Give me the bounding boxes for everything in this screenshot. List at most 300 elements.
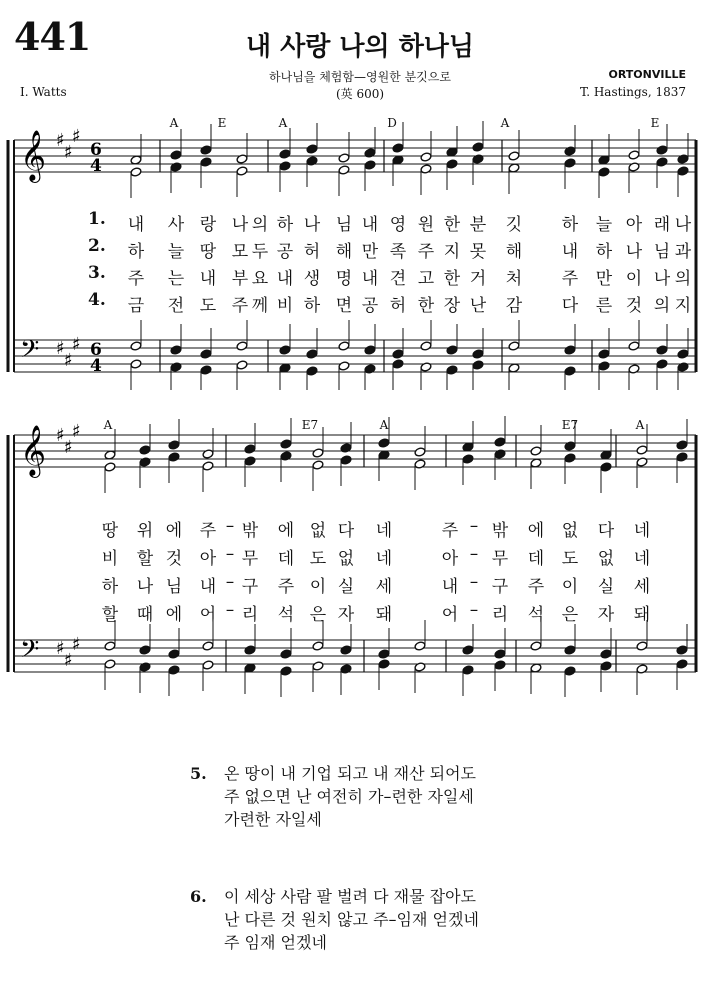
key-signature-sharp: ♯: [64, 437, 73, 458]
bass-note: [446, 365, 458, 375]
bass-note: [202, 660, 214, 670]
lyric-syllable: 내: [441, 577, 459, 597]
alto-note: [564, 158, 576, 168]
alto-note: [364, 160, 376, 170]
soprano-note: [392, 143, 404, 153]
bass-note: [280, 666, 292, 676]
tenor-note: [244, 645, 256, 655]
soprano-note: [202, 449, 214, 459]
chord-symbol: E: [217, 116, 227, 130]
hymn-subtitle: 하나님을 체험함—영원한 분깃으로: [269, 70, 451, 84]
chord-symbol: E7: [301, 418, 319, 432]
chord-symbol: D: [387, 116, 397, 130]
chord-symbol: E7: [561, 418, 579, 432]
lyric-syllable: 내: [361, 215, 379, 235]
lyric-syllable: 네: [375, 549, 393, 569]
key-signature-sharp: ♯: [72, 126, 81, 147]
lyric-syllable: 세: [633, 577, 651, 597]
lyric-syllable: 님: [335, 215, 353, 235]
lyric-syllable: 지: [674, 296, 692, 316]
lyric-syllable: 땅: [101, 521, 119, 541]
bass-clef-icon: 𝄢: [20, 335, 40, 370]
key-signature-sharp: ♯: [72, 334, 81, 355]
key-signature-sharp: ♯: [64, 142, 73, 163]
bass-note: [364, 364, 376, 374]
tenor-note: [202, 641, 214, 651]
lyric-syllable: 허: [303, 242, 321, 262]
lyric-syllable: 님: [653, 242, 671, 262]
lyric-syllable: 금: [127, 296, 145, 316]
lyric-syllable: 하: [561, 215, 579, 235]
tenor-note: [139, 645, 151, 655]
lyric-syllable: –: [225, 544, 235, 564]
tenor-note: [564, 345, 576, 355]
lyric-syllable: 리: [491, 605, 509, 625]
lyric-syllable: 에: [277, 521, 295, 541]
lyric-syllable: 데: [527, 549, 545, 569]
composer: T. Hastings, 1837: [579, 85, 686, 99]
soprano-note: [564, 441, 576, 451]
lyric-syllable: –: [469, 600, 479, 620]
bass-note: [200, 365, 212, 375]
key-signature-sharp: ♯: [56, 338, 65, 359]
bass-note: [628, 364, 640, 374]
lyric-syllable: 늘: [595, 215, 613, 235]
lyric-syllable: 공: [361, 296, 379, 316]
alto-note: [677, 166, 689, 176]
bass-note: [104, 659, 116, 669]
key-signature-sharp: ♯: [56, 130, 65, 151]
tenor-note: [600, 649, 612, 659]
lyric-syllable: 도: [199, 296, 217, 316]
lyricist: I. Watts: [20, 85, 67, 99]
chord-symbol: A: [635, 418, 645, 432]
chord-symbol: A: [103, 418, 113, 432]
lyric-syllable: 어: [441, 605, 459, 625]
bass-note: [139, 662, 151, 672]
lyric-line-verse-4: [0, 600, 720, 624]
key-signature-sharp: ♯: [56, 638, 65, 659]
treble-clef-icon: 𝄞: [20, 425, 47, 476]
verse-5-line: 주 없으면 난 여전히 가–련한 자일세: [224, 787, 474, 806]
lyric-syllable: 내: [276, 269, 294, 289]
bass-note: [656, 359, 668, 369]
lyric-syllable: 두: [251, 242, 269, 262]
verse-6-line: 주 임재 얻겠네: [224, 933, 327, 952]
lyric-syllable: 고: [417, 269, 435, 289]
lyric-syllable: 실: [597, 577, 615, 597]
bass-note: [378, 659, 390, 669]
lyric-syllable: 이: [561, 577, 579, 597]
lyric-line-verse-3: [0, 572, 720, 596]
lyric-syllable: 구: [491, 577, 509, 597]
chord-symbol: A: [379, 418, 389, 432]
lyric-syllable: 모: [231, 242, 249, 262]
lyric-syllable: 장: [443, 296, 461, 316]
lyric-syllable: 과: [674, 242, 692, 262]
lyric-syllable: 는: [167, 269, 185, 289]
lyric-syllable: 실: [337, 577, 355, 597]
tenor-note: [494, 649, 506, 659]
lyric-syllable: 나: [625, 242, 643, 262]
lyric-syllable: 주: [417, 242, 435, 262]
alto-note: [598, 167, 610, 177]
time-sig-treble: 6: [90, 140, 102, 160]
lyric-syllable: 것: [165, 549, 183, 569]
key-signature-sharp: ♯: [64, 350, 73, 371]
alto-note: [200, 157, 212, 167]
lyric-syllable: 주: [199, 521, 217, 541]
lyric-syllable: 땅: [199, 242, 217, 262]
lyric-syllable: 은: [561, 605, 579, 625]
bass-note: [414, 662, 426, 672]
soprano-note: [494, 437, 506, 447]
alto-note: [676, 452, 688, 462]
alto-note: [139, 457, 151, 467]
lyric-syllable: 주: [527, 577, 545, 597]
soprano-note: [378, 438, 390, 448]
verse-6-line: 난 다른 것 원치 않고 주–임재 얻겠네: [224, 910, 479, 929]
lyric-syllable: 깃: [505, 215, 523, 235]
lyric-line-verse-4: [0, 291, 720, 315]
soprano-note: [628, 150, 640, 160]
lyric-syllable: 비: [101, 549, 119, 569]
soprano-note: [677, 154, 689, 164]
lyric-line-verse-2: [0, 237, 720, 261]
alto-note: [236, 166, 248, 176]
lyric-syllable: 네: [375, 521, 393, 541]
english-reference: (英 600): [335, 87, 385, 101]
alto-note: [279, 161, 291, 171]
key-signature-sharp: ♯: [64, 650, 73, 671]
lyric-syllable: 돼: [375, 605, 393, 625]
lyric-syllable: 의: [653, 296, 671, 316]
lyric-syllable: 해: [335, 242, 353, 262]
lyric-syllable: 의: [251, 215, 269, 235]
tenor-note: [364, 345, 376, 355]
alto-note: [628, 162, 640, 172]
soprano-note: [340, 443, 352, 453]
tenor-note: [130, 341, 142, 351]
lyric-syllable: 데: [277, 549, 295, 569]
lyric-syllable: 내: [361, 269, 379, 289]
soprano-note: [280, 439, 292, 449]
lyric-syllable: 부: [231, 269, 249, 289]
tenor-note: [306, 349, 318, 359]
tenor-note: [200, 349, 212, 359]
alto-note: [130, 167, 142, 177]
chord-symbol: A: [500, 116, 510, 130]
lyric-syllable: 영: [389, 215, 407, 235]
alto-note: [414, 459, 426, 469]
bass-note: [564, 366, 576, 376]
lyric-syllable: 하: [595, 242, 613, 262]
tenor-note: [598, 349, 610, 359]
alto-note: [656, 157, 668, 167]
lyric-line-verse-1: [0, 210, 720, 234]
lyric-syllable: 님: [165, 577, 183, 597]
alto-note: [306, 156, 318, 166]
verse-number: 3.: [88, 263, 106, 283]
lyric-syllable: 없: [597, 549, 615, 569]
tenor-note: [628, 341, 640, 351]
tenor-note: [378, 649, 390, 659]
tenor-note: [636, 641, 648, 651]
lyric-syllable: 해: [505, 242, 523, 262]
soprano-note: [636, 445, 648, 455]
lyric-syllable: 이: [625, 269, 643, 289]
lyric-syllable: 나: [231, 215, 249, 235]
lyric-syllable: 처: [505, 269, 523, 289]
lyric-syllable: 내: [199, 577, 217, 597]
lyric-syllable: –: [225, 572, 235, 592]
lyric-syllable: 무: [241, 549, 259, 569]
lyric-syllable: 나: [674, 215, 692, 235]
lyric-syllable: 나: [303, 215, 321, 235]
lyric-syllable: 만: [595, 269, 613, 289]
soprano-note: [139, 445, 151, 455]
bass-note: [462, 665, 474, 675]
alto-note: [494, 449, 506, 459]
lyric-syllable: 에: [165, 521, 183, 541]
lyric-syllable: 의: [674, 269, 692, 289]
lyric-syllable: 없: [309, 521, 327, 541]
lyric-syllable: 분: [469, 215, 487, 235]
lyric-syllable: 랑: [199, 215, 217, 235]
key-signature-sharp: ♯: [72, 634, 81, 655]
lyric-syllable: 늘: [167, 242, 185, 262]
lyric-syllable: 하: [276, 215, 294, 235]
bass-note: [306, 366, 318, 376]
lyric-syllable: 위: [136, 521, 154, 541]
lyric-syllable: –: [469, 544, 479, 564]
soprano-note: [364, 148, 376, 158]
time-sig-treble: 4: [90, 156, 102, 176]
tenor-note: [462, 645, 474, 655]
alto-note: [564, 453, 576, 463]
lyric-syllable: 어: [199, 605, 217, 625]
key-signature-sharp: ♯: [72, 421, 81, 442]
lyric-syllable: 한: [443, 215, 461, 235]
bass-clef-icon: 𝄢: [20, 635, 40, 670]
soprano-note: [306, 144, 318, 154]
lyric-syllable: 하: [101, 577, 119, 597]
tenor-note: [530, 641, 542, 651]
lyric-syllable: 족: [389, 242, 407, 262]
tenor-note: [414, 641, 426, 651]
lyric-syllable: 할: [101, 605, 119, 625]
lyric-syllable: 난: [469, 296, 487, 316]
alto-note: [636, 457, 648, 467]
bass-note: [130, 359, 142, 369]
lyric-syllable: 리: [241, 605, 259, 625]
lyric-syllable: 것: [625, 296, 643, 316]
tenor-note: [104, 641, 116, 651]
time-sig-bass: 4: [90, 356, 102, 376]
lyric-syllable: 구: [241, 577, 259, 597]
lyric-syllable: 사: [167, 215, 185, 235]
tenor-note: [472, 349, 484, 359]
bass-note: [392, 359, 404, 369]
lyric-line-verse-2: [0, 544, 720, 568]
lyric-syllable: 때: [136, 605, 154, 625]
soprano-note: [200, 145, 212, 155]
chord-symbol: A: [169, 116, 179, 130]
lyric-syllable: 이: [309, 577, 327, 597]
lyric-syllable: 비: [276, 296, 294, 316]
bass-note: [236, 360, 248, 370]
tenor-note: [312, 641, 324, 651]
tenor-note: [170, 345, 182, 355]
verse-number: 4.: [88, 290, 106, 310]
tenor-note: [340, 645, 352, 655]
soprano-note: [170, 150, 182, 160]
lyric-syllable: 아: [441, 549, 459, 569]
alto-note: [312, 460, 324, 470]
lyric-syllable: 에: [527, 521, 545, 541]
lyric-syllable: 한: [443, 269, 461, 289]
soprano-note: [338, 153, 350, 163]
alto-note: [170, 162, 182, 172]
lyric-syllable: 없: [337, 549, 355, 569]
hymn-title: 내 사랑 나의 하나님: [245, 32, 475, 62]
verse-5-number: 5.: [190, 764, 207, 783]
bass-note: [600, 661, 612, 671]
lyric-syllable: 돼: [633, 605, 651, 625]
bass-note: [564, 666, 576, 676]
soprano-note: [530, 446, 542, 456]
tenor-note: [564, 645, 576, 655]
lyric-syllable: 면: [335, 296, 353, 316]
tenor-note: [279, 345, 291, 355]
bass-note: [312, 661, 324, 671]
bass-note: [636, 664, 648, 674]
verse-5-line: 가련한 자일세: [224, 810, 322, 829]
soprano-note: [414, 447, 426, 457]
bass-note: [494, 660, 506, 670]
soprano-note: [508, 151, 520, 161]
soprano-note: [312, 448, 324, 458]
alto-note: [104, 462, 116, 472]
lyric-syllable: 감: [505, 296, 523, 316]
lyric-syllable: 없: [561, 521, 579, 541]
tune-name: ORTONVILLE: [608, 68, 686, 81]
bass-note: [472, 360, 484, 370]
verse-6-number: 6.: [190, 887, 207, 906]
verse-6-line: 이 세상 사람 팔 벌려 다 재물 잡아도: [224, 887, 476, 906]
soprano-note: [244, 444, 256, 454]
soprano-note: [279, 149, 291, 159]
lyric-syllable: 주: [127, 269, 145, 289]
lyric-syllable: 못: [469, 242, 487, 262]
bass-note: [598, 361, 610, 371]
bass-note: [338, 361, 350, 371]
verse-number: 2.: [88, 236, 106, 256]
tenor-note: [446, 345, 458, 355]
lyric-syllable: 견: [389, 269, 407, 289]
bass-note: [170, 362, 182, 372]
chord-symbol: E: [650, 116, 660, 130]
lyric-syllable: 께: [251, 296, 269, 316]
lyric-syllable: 네: [633, 521, 651, 541]
tenor-note: [338, 341, 350, 351]
soprano-note: [236, 154, 248, 164]
bass-note: [677, 362, 689, 372]
tenor-note: [168, 649, 180, 659]
lyric-syllable: 네: [633, 549, 651, 569]
lyric-syllable: 공: [276, 242, 294, 262]
alto-note: [202, 461, 214, 471]
lyric-syllable: 밖: [491, 521, 509, 541]
lyric-syllable: 하: [303, 296, 321, 316]
lyric-syllable: 하: [127, 242, 145, 262]
treble-clef-icon: 𝄞: [20, 130, 47, 181]
lyric-syllable: 석: [527, 605, 545, 625]
tenor-note: [677, 349, 689, 359]
tenor-note: [280, 649, 292, 659]
lyric-syllable: –: [225, 600, 235, 620]
lyric-syllable: 나: [653, 269, 671, 289]
verse-number: 1.: [88, 209, 106, 229]
tenor-note: [676, 645, 688, 655]
tenor-note: [508, 341, 520, 351]
bass-note: [676, 659, 688, 669]
soprano-note: [564, 146, 576, 156]
lyric-syllable: 다: [561, 296, 579, 316]
lyric-syllable: 만: [361, 242, 379, 262]
alto-note: [420, 164, 432, 174]
lyric-syllable: –: [469, 572, 479, 592]
lyric-syllable: 나: [136, 577, 154, 597]
lyric-line-verse-1: [0, 516, 720, 540]
alto-note: [462, 454, 474, 464]
chord-symbol: A: [278, 116, 288, 130]
tenor-note: [656, 345, 668, 355]
lyric-syllable: 주: [561, 269, 579, 289]
bass-note: [420, 362, 432, 372]
key-signature-sharp: ♯: [56, 425, 65, 446]
alto-note: [338, 165, 350, 175]
lyric-syllable: 원: [417, 215, 435, 235]
alto-note: [168, 452, 180, 462]
lyric-syllable: 세: [375, 577, 393, 597]
alto-note: [600, 462, 612, 472]
lyric-syllable: 요: [251, 269, 269, 289]
lyric-syllable: 밖: [241, 521, 259, 541]
lyric-syllable: 생: [303, 269, 321, 289]
lyric-syllable: 석: [277, 605, 295, 625]
alto-note: [446, 159, 458, 169]
lyric-syllable: –: [225, 516, 235, 536]
soprano-note: [656, 145, 668, 155]
lyric-syllable: 다: [597, 521, 615, 541]
lyric-syllable: 도: [561, 549, 579, 569]
lyric-syllable: 지: [443, 242, 461, 262]
lyric-syllable: 자: [337, 605, 355, 625]
time-sig-bass: 6: [90, 340, 102, 360]
tenor-note: [420, 341, 432, 351]
lyric-syllable: 명: [335, 269, 353, 289]
lyric-syllable: 한: [417, 296, 435, 316]
lyric-syllable: 허: [389, 296, 407, 316]
lyric-syllable: 아: [625, 215, 643, 235]
verse-5-line: 온 땅이 내 기업 되고 내 재산 되어도: [224, 764, 476, 783]
tenor-note: [236, 341, 248, 351]
alto-note: [280, 451, 292, 461]
hymn-number: 441: [14, 14, 91, 59]
bass-note: [340, 664, 352, 674]
lyric-syllable: 내: [199, 269, 217, 289]
